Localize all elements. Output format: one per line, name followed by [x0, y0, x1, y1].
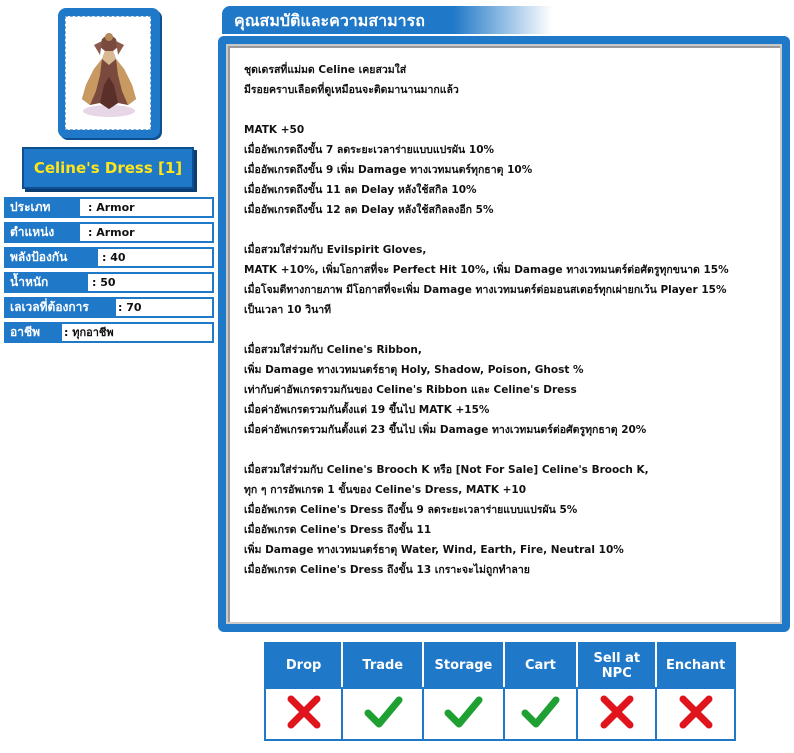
cross-icon [284, 692, 324, 732]
flag-header-drop: Drop [265, 643, 342, 688]
description-line: เพิ่ม Damage ทางเวทมนตร์ธาตุ Holy, Shadow, Poison, Ghost % [244, 364, 584, 376]
description-line: MATK +50 [244, 124, 305, 136]
description-line: เมื่ออัพเกรดถึงขั้น 9 เพิ่ม Damage ทางเวทมนตร์ทุกธาตุ 10% [244, 164, 533, 176]
prop-value: : 50 [92, 276, 116, 289]
prop-row-job [4, 322, 214, 343]
check-icon [363, 692, 403, 732]
flag-header-enchant: Enchant [656, 643, 735, 688]
prop-value: : Armor [88, 226, 135, 239]
description-line: เมื่ออัพเกรด Celine's Dress ถึงขั้น 13 เกราะจะไม่ถูกทำลาย [244, 564, 530, 576]
description-line: MATK +10%, เพิ่มโอกาสที่จะ Perfect Hit 10%, เพิ่ม Damage ทางเวทมนตร์ต่อศัตรูทุกขนาด 15% [244, 264, 729, 276]
prop-label: ตำแหน่ง [6, 224, 80, 241]
description-line: เมื่ออัพเกรด Celine's Dress ถึงขั้น 9 ลดระยะเวลาร่ายแบบแปรผัน 5% [244, 504, 578, 516]
description-spacer [244, 440, 768, 460]
flags-header-row [265, 643, 735, 688]
flag-value-storage [423, 688, 503, 740]
prop-row-defense [4, 247, 214, 268]
description-line: เมื่อสวมใส่ร่วมกับ Celine's Brooch K หรือ [Not For Sale] Celine's Brooch K, [244, 464, 649, 476]
description-line: เมื่อโจมตีทางกายภาพ มีโอกาสที่จะเพิ่ม Damage ทางเวทมนตร์ต่อมอนสเตอร์ทุกเผ่ายกเว้น Player 15% [244, 284, 727, 296]
description-line: มีรอยคราบเลือดที่ดูเหมือนจะติดมานานมากแล้ว [244, 84, 459, 96]
description-panel [218, 36, 790, 632]
prop-value: : Armor [88, 201, 135, 214]
description-line: เมื่อค่าอัพเกรดรวมกันตั้งแต่ 19 ขึ้นไป MATK +15% [244, 404, 490, 416]
description-line: เป็นเวลา 10 วินาที [244, 304, 332, 316]
prop-row-position [4, 222, 214, 243]
flag-value-drop [265, 688, 342, 740]
prop-value: : 70 [118, 301, 142, 314]
description-text [244, 60, 768, 580]
description-box [226, 44, 782, 624]
description-spacer [244, 220, 768, 240]
description-line: เมื่อค่าอัพเกรดรวมกันตั้งแต่ 23 ขึ้นไป เพิ่ม Damage ทางเวทมนตร์ต่อศัตรูทุกธาตุ 20% [244, 424, 647, 436]
description-line: ทุก ๆ การอัพเกรด 1 ขั้นของ Celine's Dress, MATK +10 [244, 484, 527, 496]
item-name-plate [22, 147, 194, 189]
cross-icon [676, 692, 716, 732]
prop-row-required-level [4, 297, 214, 318]
prop-label: ประเภท [6, 199, 80, 216]
flag-header-cart: Cart [504, 643, 578, 688]
description-spacer [244, 320, 768, 340]
section-title-bar [222, 6, 552, 34]
dress-image [72, 25, 146, 121]
flags-value-row [265, 688, 735, 740]
description-spacer [244, 100, 768, 120]
description-line: เมื่อสวมใส่ร่วมกับ Celine's Ribbon, [244, 344, 422, 356]
prop-label: พลังป้องกัน [6, 249, 98, 266]
description-line: เมื่ออัพเกรดถึงขั้น 12 ลด Delay หลังใช้สกิลลงอีก 5% [244, 204, 494, 216]
item-image-card [58, 8, 160, 138]
prop-row-weight [4, 272, 214, 293]
flag-header-sell-at-npc: Sell at NPC [577, 643, 656, 688]
item-image-frame [65, 16, 151, 130]
prop-label: เลเวลที่ต้องการ [6, 299, 116, 316]
flag-value-enchant [656, 688, 735, 740]
description-line: เมื่ออัพเกรดถึงขั้น 11 ลด Delay หลังใช้สกิล 10% [244, 184, 477, 196]
item-name: Celine's Dress [1] [33, 159, 183, 177]
check-icon [520, 692, 560, 732]
description-line: เพิ่ม Damage ทางเวทมนตร์ธาตุ Water, Wind, Earth, Fire, Neutral 10% [244, 544, 624, 556]
prop-row-type [4, 197, 214, 218]
description-line: เมื่ออัพเกรด Celine's Dress ถึงขั้น 11 [244, 524, 432, 536]
flag-header-trade: Trade [342, 643, 423, 688]
check-icon [443, 692, 483, 732]
flag-value-trade [342, 688, 423, 740]
description-line: เมื่ออัพเกรดถึงขั้น 7 ลดระยะเวลาร่ายแบบแปรผัน 10% [244, 144, 495, 156]
prop-value: : ทุกอาชีพ [64, 326, 114, 339]
section-title: คุณสมบัติและความสามารถ [234, 11, 425, 30]
prop-label: อาชีพ [6, 324, 62, 341]
description-line: เท่ากับค่าอัพเกรดรวมกันของ Celine's Ribbon และ Celine's Dress [244, 384, 577, 396]
prop-value: : 40 [102, 251, 126, 264]
description-line: ชุดเดรสที่แม่มด Celine เคยสวมใส่ [244, 64, 407, 76]
prop-label: น้ำหนัก [6, 274, 88, 291]
cross-icon [597, 692, 637, 732]
item-flags-table [264, 642, 736, 741]
flag-value-sell-at-npc [577, 688, 656, 740]
description-line: เมื่อสวมใส่ร่วมกับ Evilspirit Gloves, [244, 244, 427, 256]
flag-value-cart [504, 688, 578, 740]
flag-header-storage: Storage [423, 643, 503, 688]
item-properties [4, 197, 214, 347]
